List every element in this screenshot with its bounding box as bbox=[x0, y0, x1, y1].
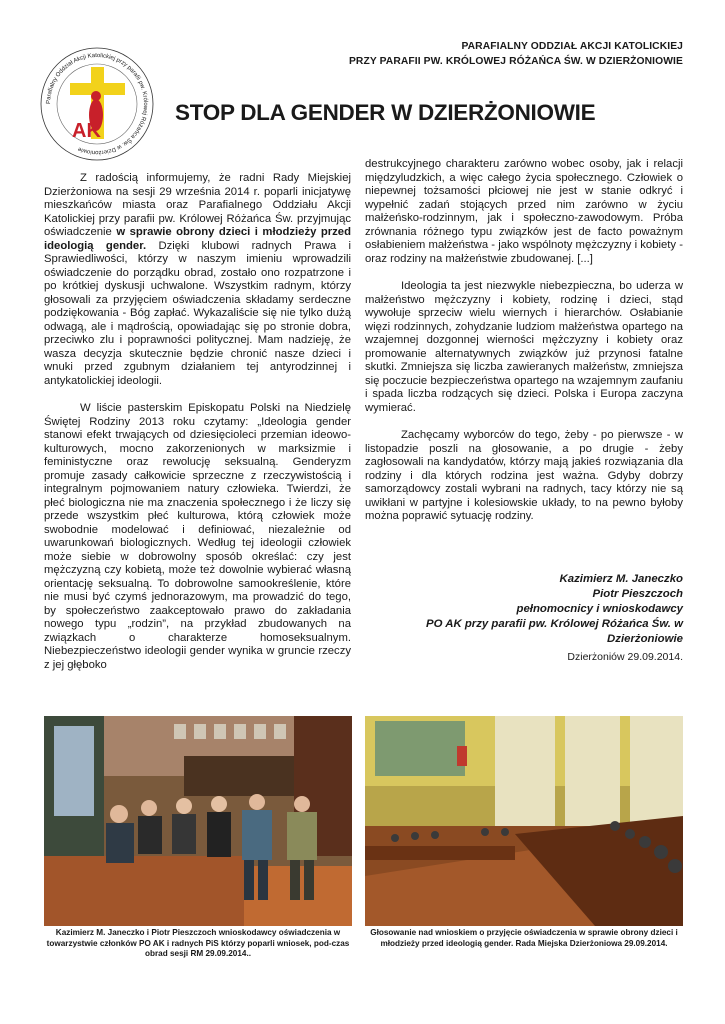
photo-council-chamber bbox=[365, 716, 683, 926]
article-title: STOP DLA GENDER W DZIERŻONIOWIE bbox=[175, 100, 596, 125]
document-date: Dzierżoniów 29.09.2014. bbox=[567, 651, 683, 663]
logo-ring-text: Parafialny Oddział Akcji Katolickiej przy parafii pw. Królowej Różańca Św. w Dzierżoniowie bbox=[45, 52, 149, 156]
article-paragraph: destrukcyjnego charakteru zarówno wobec osoby, jak i relacji międzyludzkich, a więc całego życia społecznego. Człowiek o niepewnej tożsamości płciowej nie jest w stanie odkryć i wypełnić zadań stojących przed nim zarówno w życiu małżeńsko-rodzinnym, jak i społeczno-zawodowym. Próba zrównania różnego typu związków jest de facto poważnym osłabieniem małżeństwa - jako wspólnoty mężczyzny i kobiety - oraz rodziny na małżeństwie zbudowanej. [...] bbox=[365, 158, 683, 265]
signature-name: Kazimierz M. Janeczko bbox=[559, 573, 683, 585]
article-column-left bbox=[44, 172, 351, 672]
article-paragraph: Z radością informujemy, że radni Rady Miejskiej Dzierżoniowa na sesji 29 września 2014 r. poparli inicjatywę mieszkańców miasta oraz Parafialnego Oddziału Akcji Katolickiej przy parafii pw. Królowej Różańca Św. przyjmując oświadczenie w sprawie obrony dzieci i młodzieży przed ideologią gender. Dzięki klubowi radnych Prawa i Sprawiedliwości, którzy w naszym imieniu wprowadzili oświadczenie do porządku obrad, zostało ono rozpatrzone i po krótkiej dyskusji uchwalone. Wszystkim radnym, którzy głosowali za przyjęciem oświadczenia składamy serdeczne podziękowania - Bóg zapłać. Wykazaliście się nie tylko dużą odwagą, ale i mądrością, opowiadając się po stronie dobra, przeciwko zlu i poprawności politycznej. Mam nadzieję, że wasza decyzja skutecznie będzie chronić nasze dzieci i wnuki przed zgubnym działaniem tej antyrodzinnej i antykatolickiej ideologii. bbox=[44, 172, 351, 387]
signature-name: Piotr Pieszczoch bbox=[592, 588, 683, 600]
article-paragraph: Zachęcamy wyborców do tego, żeby - po pierwsze - w listopadzie poszli na głosowanie, a po drugie - żeby zagłosowali na kandydatów, którzy mają jakieś rozwiązania dla rodziny i dla których rodzina jest ważna. Gdyby dobrzy samorządowcy zostali wybrani na radnych, tacy którzy nie są uwikłani w partyjne i kolesiowskie układy, to na pewno byłoby można poprawić sytuację rodziny. bbox=[365, 429, 683, 522]
photo-caption-left: Kazimierz M. Janeczko i Piotr Pieszczoch wnioskodawcy oświadczenia w towarzystwie członków PO AK i radnych PiS którzy poparli wniosek, pod-czas obrad sesji RM 29.09.2014.. bbox=[46, 928, 350, 958]
signature-role: pełnomocnicy i wnioskodawcy bbox=[516, 603, 683, 615]
organization-parish: PRZY PARAFII PW. KRÓLOWEJ RÓŻAŃCA ŚW. W DZIERŻONIOWIE bbox=[348, 56, 683, 67]
photo-group-meeting bbox=[44, 716, 352, 926]
article-paragraph: Ideologia ta jest niezwykle niebezpieczna, bo uderza w małżeństwo mężczyzny i kobiety, rodzinę i dzieci, stąd wywołuje sprzeciw wielu wiernych i hierarchów. Osłabianie więzi rodzinnych, zohydzanie ludziom małżeństwa opartego na wzajemnej dozgonnej wierności mężczyzny i kobiety oraz promowanie alternatywnych związków już przynosi fatalne skutki. Zmniejsza się liczba zawieranych małżeństw, zmniejsza się poczucie bezpieczeństwa opartego na wzajemnym zaufaniu i spada liczba rodzących się dzieci. Polska i Europa zaczyna wymierać. bbox=[365, 280, 683, 414]
organization-logo bbox=[38, 45, 156, 163]
article-bold-phrase: w sprawie obrony dzieci i młodzieży przed ideologią gender. bbox=[44, 226, 351, 252]
article-paragraph: W liście pasterskim Episkopatu Polski na Niedzielę Świętej Rodziny 2013 roku czytamy: „Ideologia gender stanowi efekt trwających od dziesięcioleci przemian ideowo-kulturowych, mocno zakorzenionych w marksizmie i feministyczne oraz rewolucję seksualną. Genderyzm promuje zasady całkowicie sprzeczne z rzeczywistością i integralnym pojmowaniem natury człowieka. Twierdzi, że płeć biologiczna nie ma znaczenia społecznego i że liczy się przede wszystkim płeć kulturowa, którą człowiek może swobodnie modelować i definiować, niezależnie od uwarunkowań biologicznych. Według tej ideologii człowiek może siebie w dobrowolny sposób określać: czy jest mężczyzną czy kobietą, może też dowolnie wybierać własną orientację seksualną. To dobrowolne samookreślenie, które nie musi być czymś jednorazowym, ma prowadzić do tego, by społeczeństwo zaakceptowało prawo do zakładania nowego typu „rodzin”, na przykład zbudowanych na związkach o charakterze homoseksualnym. Niebezpieczeństwo ideologii gender wynika w gruncie rzeczy z jej głęboko bbox=[44, 402, 351, 671]
photo-caption-right: Głosowanie nad wnioskiem o przyjęcie oświadczenia w sprawie obrony dzieci i młodzieży przed ideologią gender. Rada Miejska Dzierżoniowa 29.09.2014. bbox=[370, 928, 678, 948]
signature-org: PO AK przy parafii pw. Królowej Różańca Św. w bbox=[426, 618, 683, 630]
organization-name: PARAFIALNY ODDZIAŁ AKCJI KATOLICKIEJ bbox=[461, 41, 683, 52]
signature-org: Dzierżoniowie bbox=[607, 633, 683, 645]
signature-block bbox=[365, 572, 683, 647]
logo-letters: AK bbox=[72, 120, 101, 142]
article-column-right bbox=[365, 158, 683, 524]
